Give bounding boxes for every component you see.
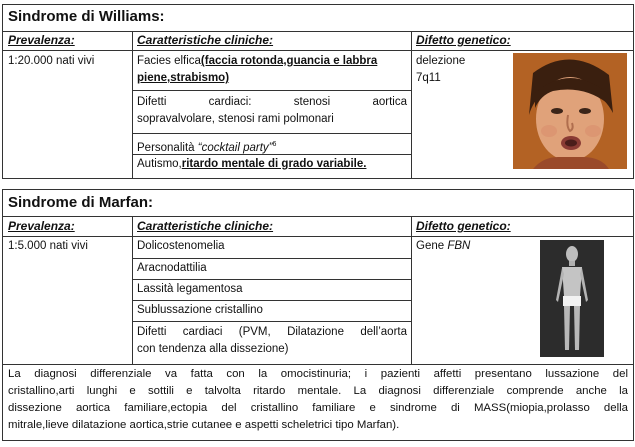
williams-autism-prefix: Autismo,	[137, 158, 182, 170]
marfan-body-photo	[540, 240, 604, 357]
williams-prevalence: 1:20.000 nati vivi	[8, 55, 95, 67]
williams-autism	[137, 156, 407, 173]
williams-col-divider-1	[132, 31, 133, 179]
williams-facies-detail: (faccia rotonda,guancia e labbra	[200, 55, 378, 67]
williams-facies-prefix: Facies elfica	[137, 55, 201, 67]
marfan-header-prevalence: Prevalenza:	[8, 219, 75, 233]
marfan-note-line4: mitrale,lieve dilatazione aortica,strie cutanee e aspetti scheletrici tipo Marfan).	[8, 419, 400, 431]
marfan-header-divider	[2, 236, 634, 237]
marfan-clinical-row-1: Dolicostenomelia	[137, 240, 225, 252]
williams-col-divider-2	[411, 31, 412, 179]
marfan-clinical-row-4: Sublussazione cristallino	[137, 304, 263, 316]
williams-personality-prefix: Personalità	[137, 141, 198, 154]
williams-header-clinical: Caratteristiche cliniche:	[137, 33, 274, 47]
marfan-row-divider-3	[132, 300, 411, 301]
williams-title: Sindrome di Williams:	[8, 8, 165, 25]
marfan-note	[8, 366, 628, 434]
williams-facies	[137, 53, 407, 87]
marfan-genetic-gene: FBN	[447, 240, 471, 252]
marfan-note-divider	[2, 364, 634, 365]
williams-genetic-line1: delezione	[416, 55, 466, 67]
marfan-cardiac-line1: Difetti cardiaci (PVM, Dilatazione dell’aorta	[137, 326, 407, 338]
marfan-row-divider-4	[132, 321, 411, 322]
marfan-row-divider-1	[132, 258, 411, 259]
williams-title-divider	[2, 31, 634, 32]
marfan-genetic	[416, 238, 470, 255]
marfan-note-line3: dissezione aortica familiare,ectopia del cristallino familiare e sindrome di MASS(miopia,prolasso della	[8, 402, 628, 414]
williams-autism-bold: ritardo mentale di grado variabile.	[181, 158, 367, 170]
marfan-header-genetic: Difetto genetico:	[416, 219, 511, 233]
williams-header-divider	[2, 50, 634, 51]
marfan-clinical-row-3: Lassità legamentosa	[137, 283, 243, 295]
marfan-genetic-prefix: Gene	[416, 240, 448, 252]
williams-facies-detail-2: piene,strabismo)	[137, 72, 230, 84]
marfan-col-divider-1	[132, 216, 133, 364]
williams-cardiac	[137, 94, 407, 128]
marfan-title: Sindrome di Marfan:	[8, 194, 154, 211]
williams-row-divider-3	[132, 154, 411, 155]
williams-cardiac-line1: Difetti cardiaci: stenosi aortica	[137, 96, 407, 108]
marfan-cardiac	[137, 324, 407, 358]
body-silhouette-icon	[540, 240, 604, 357]
marfan-row-divider-2	[132, 279, 411, 280]
marfan-clinical-row-2: Aracnodattilia	[137, 262, 207, 274]
marfan-note-line1: La diagnosi differenziale va fatta con la omocistinuria; i pazienti affetti presentano lussazione del	[8, 368, 628, 380]
marfan-cardiac-line2: con tendenza alla dissezione)	[137, 343, 289, 355]
marfan-col-divider-2	[411, 216, 412, 364]
marfan-prevalence: 1:5.000 nati vivi	[8, 240, 88, 252]
williams-row-divider-2	[132, 133, 411, 134]
williams-personality-italic: “cocktail party”	[197, 141, 273, 154]
williams-row-divider-1	[132, 90, 411, 91]
williams-cardiac-line2: sopravalvolare, stenosi rami polmonari	[137, 113, 334, 125]
child-portrait-icon	[513, 53, 627, 169]
williams-genetic-line2: 7q11	[416, 72, 441, 84]
williams-personality-sup: 6	[272, 141, 277, 148]
marfan-header-clinical: Caratteristiche cliniche:	[137, 219, 274, 233]
williams-header-prevalence: Prevalenza:	[8, 33, 75, 47]
williams-header-genetic: Difetto genetico:	[416, 33, 511, 47]
marfan-note-line2: cristallino,arti lunghi e sottili e talvolta ritardo mentale. La diagnosi differenziale comprende anche la	[8, 385, 628, 397]
marfan-title-divider	[2, 216, 634, 217]
williams-genetic	[416, 53, 465, 87]
williams-child-photo	[513, 53, 627, 169]
